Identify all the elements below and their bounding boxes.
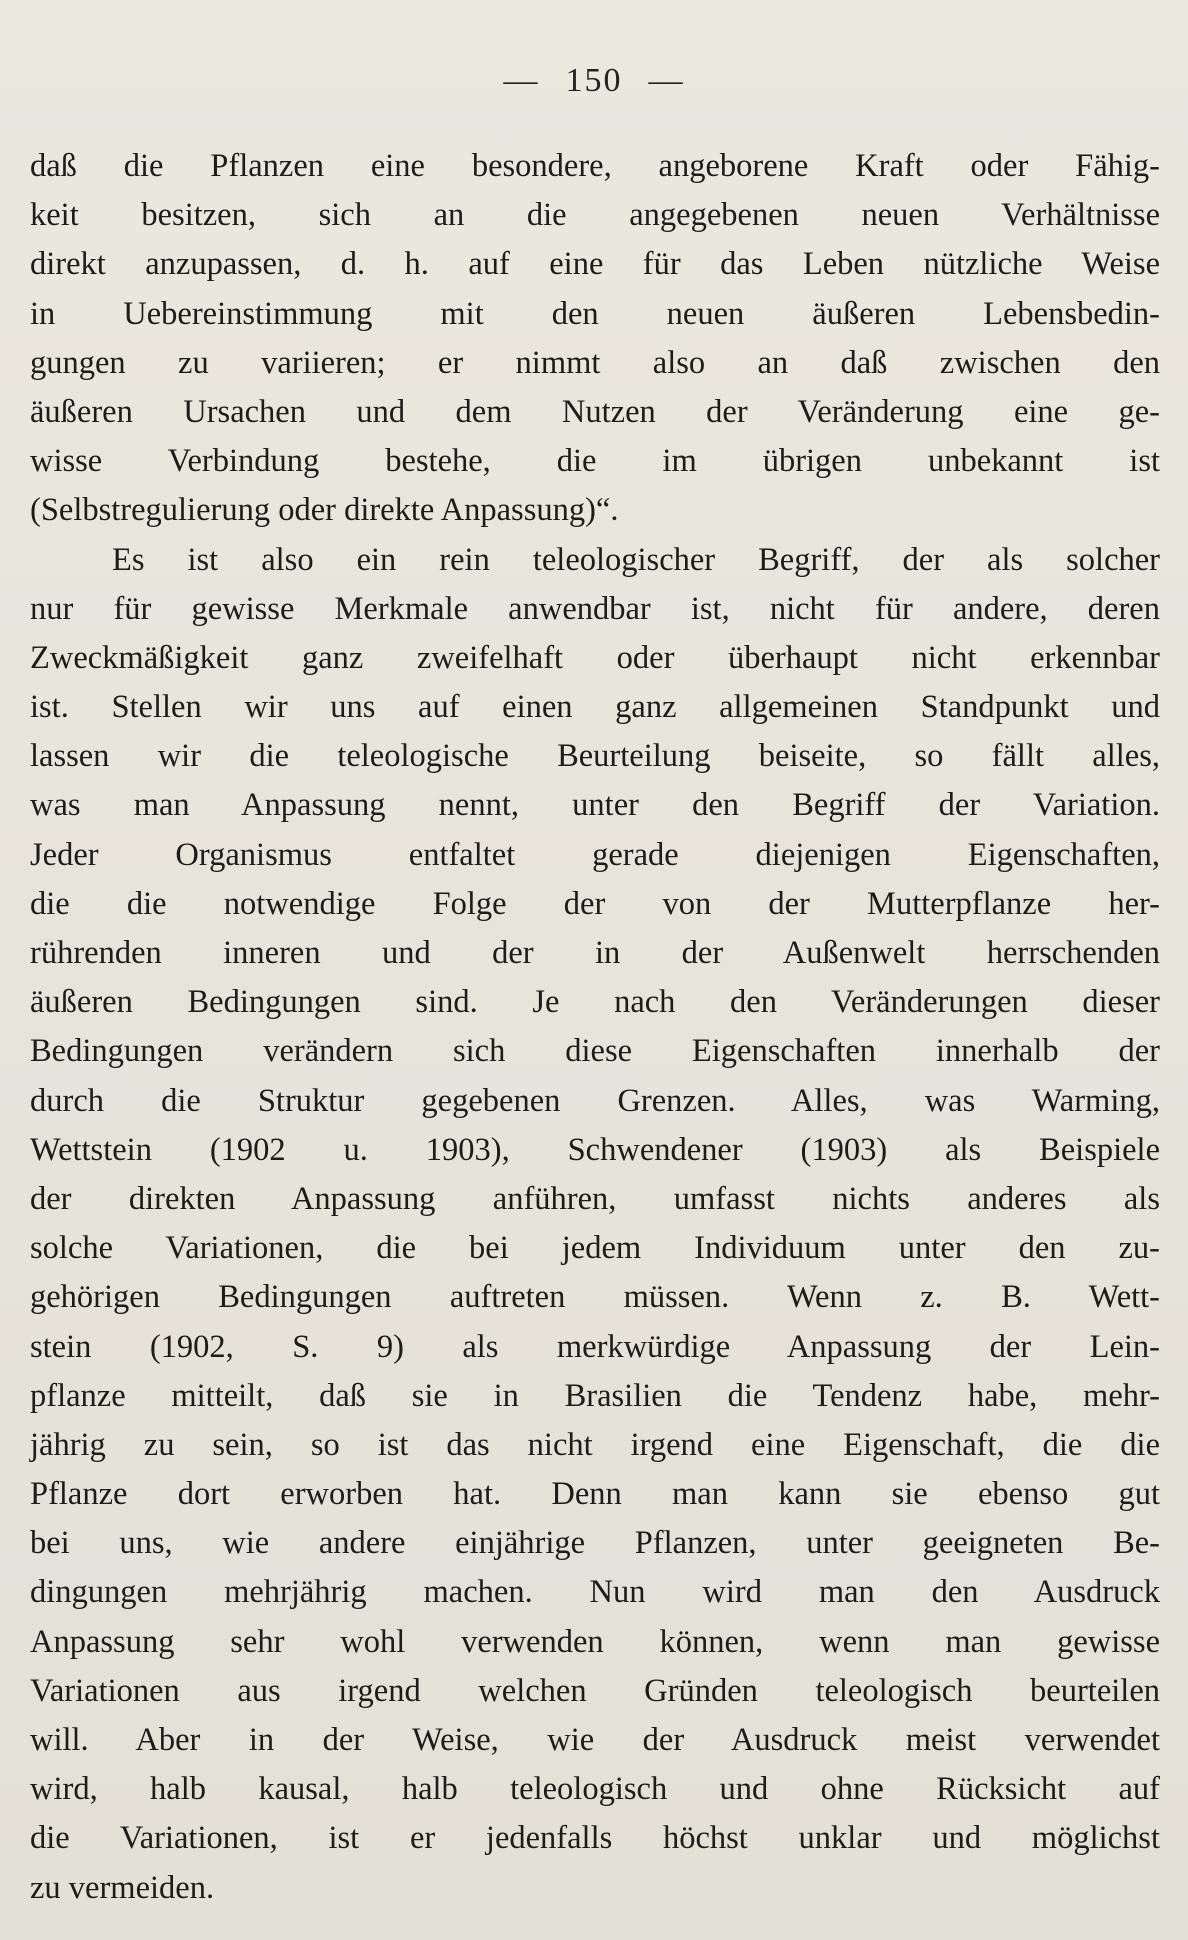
text-line: äußeren Bedingungen sind. Je nach den Veränderungen dieser [30,984,1160,1021]
text-line: der direkten Anpassung anführen, umfasst nichts anderes als [30,1180,1160,1217]
text-line: direkt anzupassen, d. h. auf eine für das Leben nützliche Weise [30,246,1160,283]
text-line: daß die Pflanzen eine besondere, angeborene Kraft oder Fähig- [30,148,1160,184]
text-line: will. Aber in der Weise, wie der Ausdruck meist verwendet [30,1722,1160,1758]
text-line: Es ist also ein rein teleologischer Begriff, der als solcher [112,541,1160,578]
page-number: 150 [565,62,623,99]
text-line: äußeren Ursachen und dem Nutzen der Veränderung eine ge- [30,393,1160,430]
text-line: dingungen mehrjährig machen. Nun wird man den Ausdruck [30,1574,1160,1611]
page-number-dash-right: — [648,62,685,99]
text-line: pflanze mitteilt, daß sie in Brasilien die Tendenz habe, mehr- [30,1377,1160,1414]
text-line: Bedingungen verändern sich diese Eigenschaften innerhalb der [30,1033,1160,1070]
text-line: solche Variationen, die bei jedem Individuum unter den zu- [30,1230,1160,1267]
text-line: lassen wir die teleologische Beurteilung beiseite, so fällt alles, [30,738,1160,775]
text-line: in Uebereinstimmung mit den neuen äußeren Lebensbedin- [30,295,1160,332]
text-line: keit besitzen, sich an die angegebenen neuen Verhältnisse [30,197,1160,234]
text-line: Jeder Organismus entfaltet gerade diejenigen Eigenschaften, [30,836,1160,873]
text-line: wird, halb kausal, halb teleologisch und ohne Rücksicht auf [30,1771,1160,1808]
page-number-header [0,62,1188,100]
text-line: gehörigen Bedingungen auftreten müssen. Wenn z. B. Wett- [30,1279,1160,1316]
text-line: bei uns, wie andere einjährige Pflanzen, unter geeigneten Be- [30,1525,1160,1562]
text-line: die Variationen, ist er jedenfalls höchst unklar und möglichst [30,1820,1160,1857]
text-line: nur für gewisse Merkmale anwendbar ist, nicht für andere, deren [30,590,1160,627]
page-number-dash-left: — [503,62,540,99]
body-text [30,142,1160,1913]
text-line: was man Anpassung nennt, unter den Begriff der Variation. [30,787,1160,824]
text-line: ist. Stellen wir uns auf einen ganz allgemeinen Standpunkt und [30,689,1160,726]
text-line: gungen zu variieren; er nimmt also an daß zwischen den [30,344,1160,381]
text-line: rührenden inneren und der in der Außenwelt herrschenden [30,935,1160,971]
text-line: Wettstein (1902 u. 1903), Schwendener (1903) als Beispiele [30,1131,1160,1168]
text-line: Zweckmäßigkeit ganz zweifelhaft oder überhaupt nicht erkennbar [30,639,1160,676]
text-line: wisse Verbindung bestehe, die im übrigen unbekannt ist [30,443,1160,480]
text-line: jährig zu sein, so ist das nicht irgend eine Eigenschaft, die die [30,1426,1160,1463]
text-line: (Selbstregulierung oder direkte Anpassung)“. [30,492,619,529]
text-line: zu vermeiden. [30,1869,215,1906]
text-line: stein (1902, S. 9) als merkwürdige Anpassung der Lein- [30,1328,1160,1365]
text-line: durch die Struktur gegebenen Grenzen. Alles, was Warming, [30,1082,1160,1119]
text-line: Variationen aus irgend welchen Gründen teleologisch beurteilen [30,1672,1160,1709]
text-line: die die notwendige Folge der von der Mutterpflanze her- [30,885,1160,922]
text-line: Pflanze dort erworben hat. Denn man kann sie ebenso gut [30,1476,1160,1513]
text-line: Anpassung sehr wohl verwenden können, wenn man gewisse [30,1623,1160,1660]
